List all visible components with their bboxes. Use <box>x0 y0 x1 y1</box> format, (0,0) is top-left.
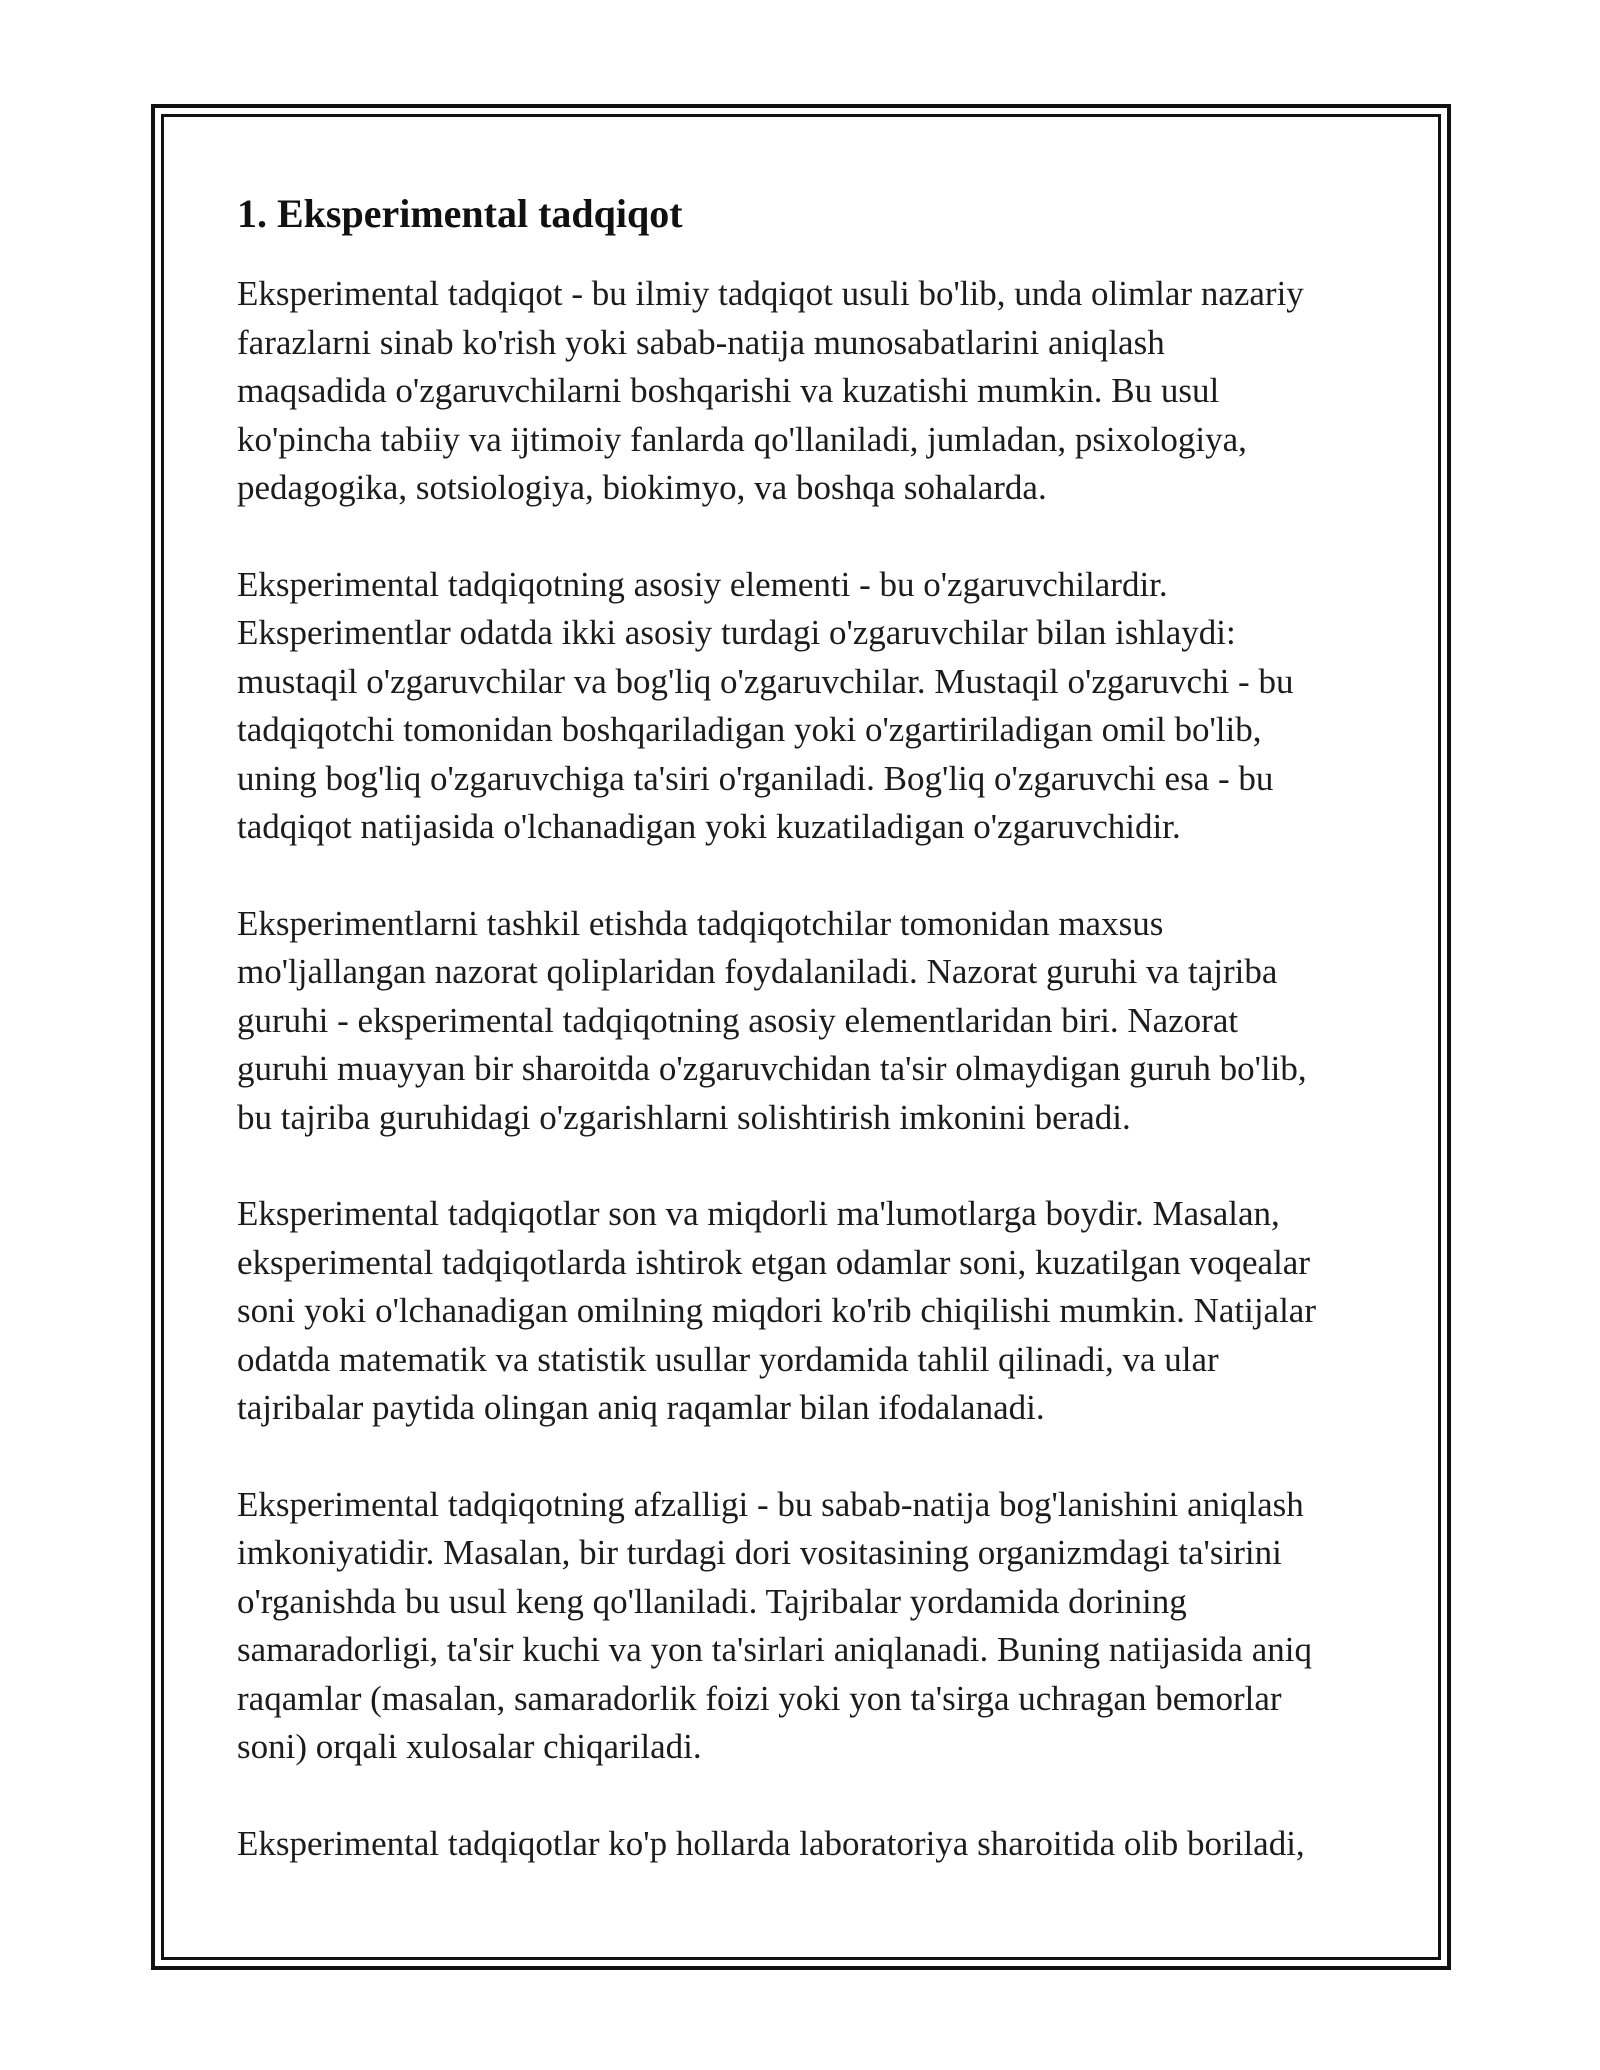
text-line: Eksperimental tadqiqot - bu ilmiy tadqiqot usuli bo'lib, unda olimlar nazariy <box>237 274 1304 313</box>
text-line: tajribalar paytida olingan aniq raqamlar bilan ifodalanadi. <box>237 1388 1045 1427</box>
text-line: soni yoki o'lchanadigan omilning miqdori ko'rib chiqilishi mumkin. Natijalar <box>237 1291 1317 1330</box>
paragraph-6 <box>237 1820 1387 1869</box>
text-line: raqamlar (masalan, samaradorlik foizi yoki yon ta'sirga uchragan bemorlar <box>237 1678 1282 1718</box>
paragraph-3 <box>237 900 1387 1143</box>
text-line: pedagogika, sotsiologiya, biokimyo, va boshqa sohalarda. <box>237 468 1047 507</box>
text-line: mustaqil o'zgaruvchilar va bog'liq o'zgaruvchilar. Mustaqil o'zgaruvchi - bu <box>237 661 1294 701</box>
text-line: guruhi muayyan bir sharoitda o'zgaruvchidan ta'sir olmaydigan guruh bo'lib, <box>237 1049 1307 1088</box>
text-line: uning bog'liq o'zgaruvchiga ta'siri o'rganiladi. Bog'liq o'zgaruvchi esa - bu <box>237 758 1274 798</box>
text-line: maqsadida o'zgaruvchilarni boshqarishi va kuzatishi mumkin. Bu usul <box>237 371 1220 410</box>
section-heading: 1. Eksperimental tadqiqot <box>237 191 683 236</box>
text-line: guruhi - eksperimental tadqiqotning asosiy elementlaridan biri. Nazorat <box>237 1000 1239 1040</box>
text-line: ko'pincha tabiiy va ijtimoiy fanlarda qo'llaniladi, jumladan, psixologiya, <box>237 419 1247 459</box>
text-line: Eksperimental tadqiqotning asosiy elementi - bu o'zgaruvchilardir. <box>237 564 1168 604</box>
text-line: odatda matematik va statistik usullar yordamida tahlil qilinadi, va ular <box>237 1339 1219 1379</box>
document-body <box>237 186 1387 1916</box>
paragraph-1 <box>237 270 1387 513</box>
text-line: imkoniyatidir. Masalan, bir turdagi dori vositasining organizmdagi ta'sirini <box>237 1533 1282 1572</box>
text-line: Eksperimental tadqiqotlar son va miqdorli ma'lumotlarga boydir. Masalan, <box>237 1194 1280 1233</box>
text-line: eksperimental tadqiqotlarda ishtirok etgan odamlar soni, kuzatilgan voqealar <box>237 1242 1310 1282</box>
text-line: tadqiqotchi tomonidan boshqariladigan yoki o'zgartiriladigan omil bo'lib, <box>237 710 1262 749</box>
paragraph-2 <box>237 561 1387 852</box>
text-line: Eksperimentlarni tashkil etishda tadqiqotchilar tomonidan maxsus <box>237 903 1164 943</box>
text-line: Eksperimental tadqiqotning afzalligi - bu sabab-natija bog'lanishini aniqlash <box>237 1484 1304 1524</box>
text-line: bu tajriba guruhidagi o'zgarishlarni solishtirish imkonini beradi. <box>237 1097 1131 1137</box>
text-line: samaradorligi, ta'sir kuchi va yon ta'sirlari aniqlanadi. Buning natijasida aniq <box>237 1630 1312 1669</box>
text-line: mo'ljallangan nazorat qoliplaridan foydalaniladi. Nazorat guruhi va tajriba <box>237 952 1278 991</box>
text-line: soni) orqali xulosalar chiqariladi. <box>237 1727 702 1766</box>
text-line: Eksperimentlar odatda ikki asosiy turdagi o'zgaruvchilar bilan ishlaydi: <box>237 613 1236 652</box>
text-line: Eksperimental tadqiqotlar ko'p hollarda laboratoriya sharoitida olib boriladi, <box>237 1823 1305 1863</box>
text-line: tadqiqot natijasida o'lchanadigan yoki kuzatiladigan o'zgaruvchidir. <box>237 807 1181 846</box>
paragraph-4 <box>237 1190 1387 1433</box>
text-line: o'rganishda bu usul keng qo'llaniladi. Tajribalar yordamida dorining <box>237 1581 1187 1621</box>
text-line: farazlarni sinab ko'rish yoki sabab-natija munosabatlarini aniqlash <box>237 322 1165 362</box>
paragraph-5 <box>237 1481 1387 1772</box>
